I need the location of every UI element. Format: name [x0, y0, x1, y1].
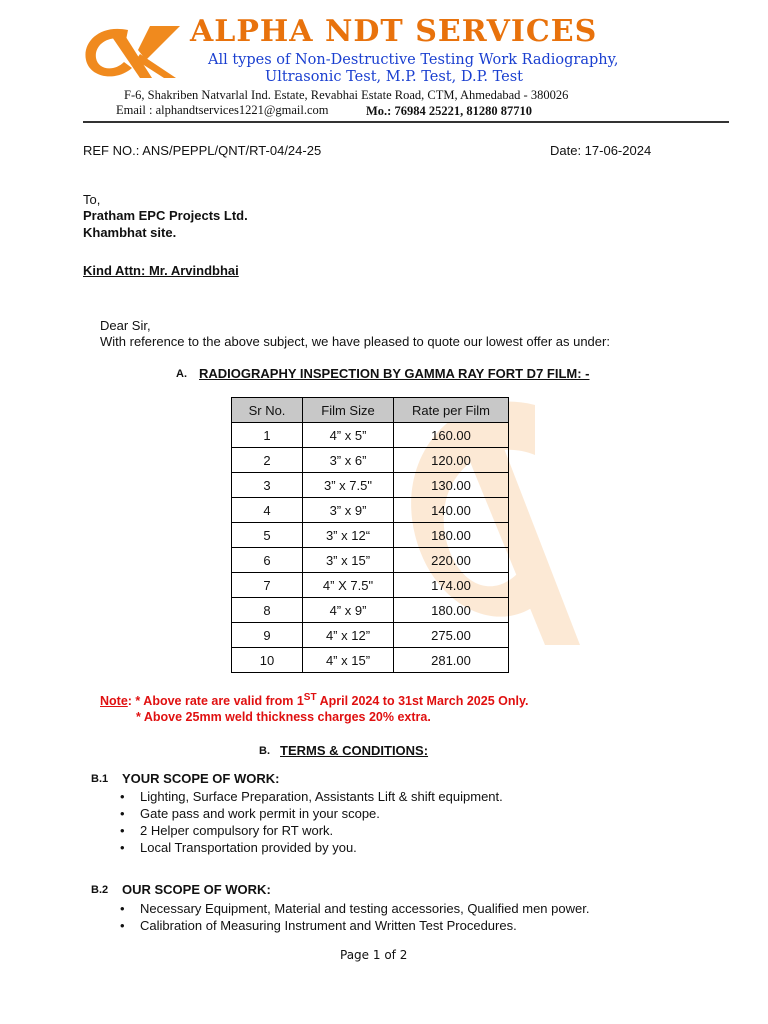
table-row [232, 648, 509, 673]
note-text-post: April 2024 to 31st March 2025 Only. [316, 694, 529, 709]
film-size-cell: 3” x 15” [303, 548, 394, 573]
film-size-cell: 4” x 9” [303, 598, 394, 623]
table-row [232, 423, 509, 448]
sr-cell: 9 [232, 623, 303, 648]
rate-cell: 140.00 [394, 498, 509, 523]
rate-cell: 174.00 [394, 573, 509, 598]
sr-cell: 4 [232, 498, 303, 523]
note-superscript: ST [303, 692, 317, 703]
intro-text: With reference to the above subject, we have pleased to quote our lowest offer as under: [100, 334, 610, 349]
note-text-pre: : * Above rate are valid from 1 [127, 694, 304, 709]
list-item: • Lighting, Surface Preparation, Assistants Lift & shift equipment. [118, 788, 503, 805]
note-line-2: * Above 25mm weld thickness charges 20% extra. [136, 710, 431, 724]
ref-number: REF NO.: ANS/PEPPL/QNT/RT-04/24-25 [83, 143, 322, 158]
list-item: • 2 Helper compulsory for RT work. [118, 822, 503, 839]
film-size-cell: 3” x 7.5" [303, 473, 394, 498]
table-header-sr: Sr No. [232, 398, 303, 423]
table-row [232, 598, 509, 623]
film-size-cell: 4” x 15” [303, 648, 394, 673]
film-size-cell: 4” x 12” [303, 623, 394, 648]
b2-list [118, 900, 589, 934]
table-row [232, 623, 509, 648]
rate-cell: 160.00 [394, 423, 509, 448]
film-size-cell: 4” X 7.5" [303, 573, 394, 598]
company-address: F-6, Shakriben Natvarlal Ind. Estate, Revabhai Estate Road, CTM, Ahmedabad - 380026 [124, 88, 569, 102]
section-a-number: A. [176, 368, 187, 380]
letter-date: Date: 17-06-2024 [550, 143, 652, 158]
list-item: • Necessary Equipment, Material and testing accessories, Qualified men power. [118, 900, 589, 917]
film-size-cell: 3” x 9” [303, 498, 394, 523]
sr-cell: 3 [232, 473, 303, 498]
b1-list [118, 788, 503, 856]
rate-cell: 180.00 [394, 598, 509, 623]
company-mobile: Mo.: 76984 25221, 81280 87710 [366, 104, 532, 118]
rate-cell: 180.00 [394, 523, 509, 548]
list-item: • Local Transportation provided by you. [118, 839, 503, 856]
rate-cell: 220.00 [394, 548, 509, 573]
section-b-title: TERMS & CONDITIONS: [280, 743, 429, 758]
film-size-cell: 4” x 5” [303, 423, 394, 448]
table-row [232, 523, 509, 548]
table-row [232, 498, 509, 523]
film-size-cell: 3” x 6” [303, 448, 394, 473]
sr-cell: 7 [232, 573, 303, 598]
recipient-to: To, [83, 192, 101, 207]
b1-title: YOUR SCOPE OF WORK: [122, 771, 280, 786]
sr-cell: 5 [232, 523, 303, 548]
rate-table [231, 397, 509, 673]
b1-number: B.1 [91, 773, 109, 785]
rate-cell: 120.00 [394, 448, 509, 473]
film-size-cell: 3” x 12“ [303, 523, 394, 548]
b2-number: B.2 [91, 884, 109, 896]
company-email: Email : alphandtservices1221@gmail.com [116, 103, 329, 117]
company-logo [80, 20, 190, 84]
sr-cell: 10 [232, 648, 303, 673]
section-b-number: B. [259, 745, 270, 757]
tagline-line-1: All types of Non-Destructive Testing Work Radiography, [208, 52, 619, 68]
rate-cell: 281.00 [394, 648, 509, 673]
list-item: • Gate pass and work permit in your scope. [118, 805, 503, 822]
page-number: Page 1 of 2 [340, 948, 408, 962]
sr-cell: 8 [232, 598, 303, 623]
table-row [232, 448, 509, 473]
note-line-1 [100, 692, 528, 708]
recipient-site: Khambhat site. [83, 225, 177, 240]
sr-cell: 1 [232, 423, 303, 448]
rate-cell: 130.00 [394, 473, 509, 498]
header-divider [83, 121, 729, 123]
b2-title: OUR SCOPE OF WORK: [122, 882, 271, 897]
greeting: Dear Sir, [100, 318, 151, 333]
table-row [232, 473, 509, 498]
tagline-line-2: Ultrasonic Test, M.P. Test, D.P. Test [265, 69, 524, 85]
kind-attention: Kind Attn: Mr. Arvindbhai [83, 263, 239, 278]
rate-cell: 275.00 [394, 623, 509, 648]
note-label: Note [100, 694, 128, 709]
table-header-rate: Rate per Film [394, 398, 509, 423]
sr-cell: 2 [232, 448, 303, 473]
list-item: • Calibration of Measuring Instrument and Written Test Procedures. [118, 917, 589, 934]
sr-cell: 6 [232, 548, 303, 573]
table-header-film-size: Film Size [303, 398, 394, 423]
table-row [232, 573, 509, 598]
table-row [232, 548, 509, 573]
section-a-title: RADIOGRAPHY INSPECTION BY GAMMA RAY FORT D7 FILM: - [199, 366, 590, 381]
table-header-row [232, 398, 509, 423]
company-name: ALPHA NDT SERVICES [190, 14, 598, 49]
recipient-company: Pratham EPC Projects Ltd. [83, 208, 248, 223]
